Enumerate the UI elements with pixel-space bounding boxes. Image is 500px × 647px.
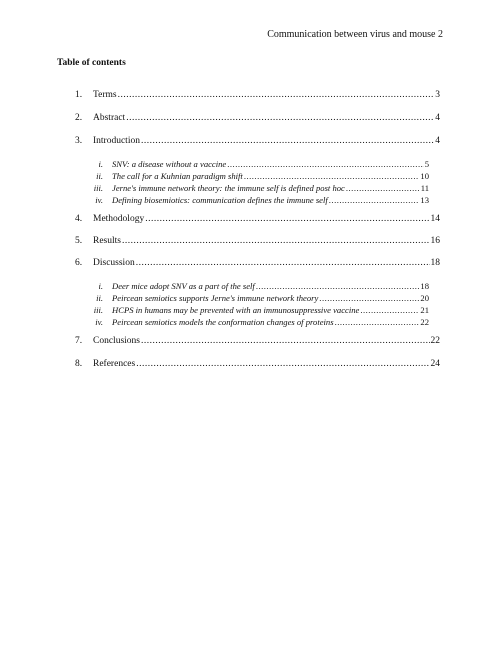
toc-dot-leader <box>360 305 419 315</box>
toc-subentry-page: 11 <box>420 183 429 193</box>
toc-entry-label: Methodology <box>93 214 145 224</box>
running-header: Communication between virus and mouse 2 <box>267 29 443 40</box>
toc-subentry-snv-disease[interactable] <box>77 159 429 169</box>
toc-entry-terms[interactable] <box>75 90 440 100</box>
toc-subentry-label: The call for a Kuhnian paradigm shift <box>112 171 243 181</box>
toc-entry-discussion[interactable] <box>75 258 440 268</box>
toc-subentry-label: Peircean semiotics supports Jerne's immune network theory <box>112 293 319 303</box>
toc-entry-number: 8. <box>75 359 83 369</box>
toc-subentry-hcps-vaccine[interactable] <box>77 305 429 315</box>
toc-entry-conclusions[interactable] <box>75 336 440 346</box>
toc-entry-page: 4 <box>435 136 440 146</box>
toc-subentry-number: iii. <box>93 305 103 315</box>
toc-subentry-peircean-proteins[interactable] <box>77 317 429 327</box>
toc-dot-leader <box>329 195 420 205</box>
toc-dot-leader <box>145 214 429 224</box>
toc-subentry-biosemiotics[interactable] <box>77 195 429 205</box>
toc-subentry-page: 20 <box>420 293 429 303</box>
toc-entry-introduction[interactable] <box>75 136 440 146</box>
toc-subentry-page: 10 <box>420 171 429 181</box>
toc-entry-label: Conclusions <box>93 336 140 346</box>
toc-subentry-kuhnian-shift[interactable] <box>77 171 429 181</box>
toc-dot-leader <box>346 183 420 193</box>
toc-entry-page: 3 <box>435 90 440 100</box>
toc-subentry-number: iii. <box>93 183 103 193</box>
toc-subentry-number: i. <box>98 281 103 291</box>
toc-subentry-page: 13 <box>420 195 429 205</box>
toc-dot-leader <box>141 136 434 146</box>
toc-entry-number: 2. <box>75 113 83 123</box>
toc-dot-leader <box>319 293 419 303</box>
toc-entry-page: 14 <box>430 214 440 224</box>
toc-subentry-deer-mice[interactable] <box>77 281 429 291</box>
toc-subentry-label: Peircean semiotics models the conformation changes of proteins <box>112 317 334 327</box>
toc-subentry-label: Jerne's immune network theory: the immune self is defined post hoc <box>112 183 345 193</box>
toc-subentry-label: HCPS in humans may be prevented with an immunosuppressive vaccine <box>112 305 360 315</box>
toc-dot-leader <box>126 113 434 123</box>
toc-entry-label: Results <box>93 236 121 246</box>
toc-subentry-label: Deer mice adopt SNV as a part of the self <box>112 281 255 291</box>
toc-dot-leader <box>136 359 429 369</box>
toc-subentry-number: ii. <box>96 171 103 181</box>
toc-dot-leader <box>335 317 420 327</box>
toc-dot-leader <box>122 236 430 246</box>
toc-entry-label: Introduction <box>93 136 140 146</box>
toc-entry-label: Abstract <box>93 113 126 123</box>
toc-subentry-number: ii. <box>96 293 103 303</box>
toc-dot-leader <box>256 281 420 291</box>
toc-entry-number: 6. <box>75 258 83 268</box>
toc-subentry-page: 21 <box>420 305 429 315</box>
toc-subentry-number: i. <box>98 159 103 169</box>
toc-entry-references[interactable] <box>75 359 440 369</box>
toc-subentry-peircean-jerne[interactable] <box>77 293 429 303</box>
toc-subentry-page: 18 <box>420 281 429 291</box>
toc-subentry-number: iv. <box>95 195 103 205</box>
toc-entry-methodology[interactable] <box>75 214 440 224</box>
toc-subentry-page: 5 <box>424 159 429 169</box>
toc-subentry-page: 22 <box>420 317 429 327</box>
toc-subentry-label: Defining biosemiotics: communication defines the immune self <box>112 195 328 205</box>
toc-dot-leader <box>244 171 420 181</box>
toc-entry-number: 3. <box>75 136 83 146</box>
toc-dot-leader <box>118 90 435 100</box>
toc-entry-number: 5. <box>75 236 83 246</box>
toc-entry-number: 7. <box>75 336 83 346</box>
toc-entry-page: 16 <box>430 236 440 246</box>
toc-entry-number: 1. <box>75 90 83 100</box>
toc-title: Table of contents <box>57 58 126 68</box>
toc-entry-label: References <box>93 359 136 369</box>
toc-entry-page: 22 <box>430 336 440 346</box>
toc-entry-page: 24 <box>430 359 440 369</box>
toc-entry-page: 4 <box>435 113 440 123</box>
toc-entry-abstract[interactable] <box>75 113 440 123</box>
toc-entry-page: 18 <box>430 258 440 268</box>
toc-subentry-number: iv. <box>95 317 103 327</box>
toc-entry-label: Terms <box>93 90 117 100</box>
toc-subentry-jerne-network[interactable] <box>77 183 429 193</box>
toc-entry-number: 4. <box>75 214 83 224</box>
toc-dot-leader <box>227 159 423 169</box>
toc-entry-label: Discussion <box>93 258 135 268</box>
toc-dot-leader <box>141 336 430 346</box>
toc-dot-leader <box>136 258 430 268</box>
toc-entry-results[interactable] <box>75 236 440 246</box>
toc-subentry-label: SNV: a disease without a vaccine <box>112 159 227 169</box>
